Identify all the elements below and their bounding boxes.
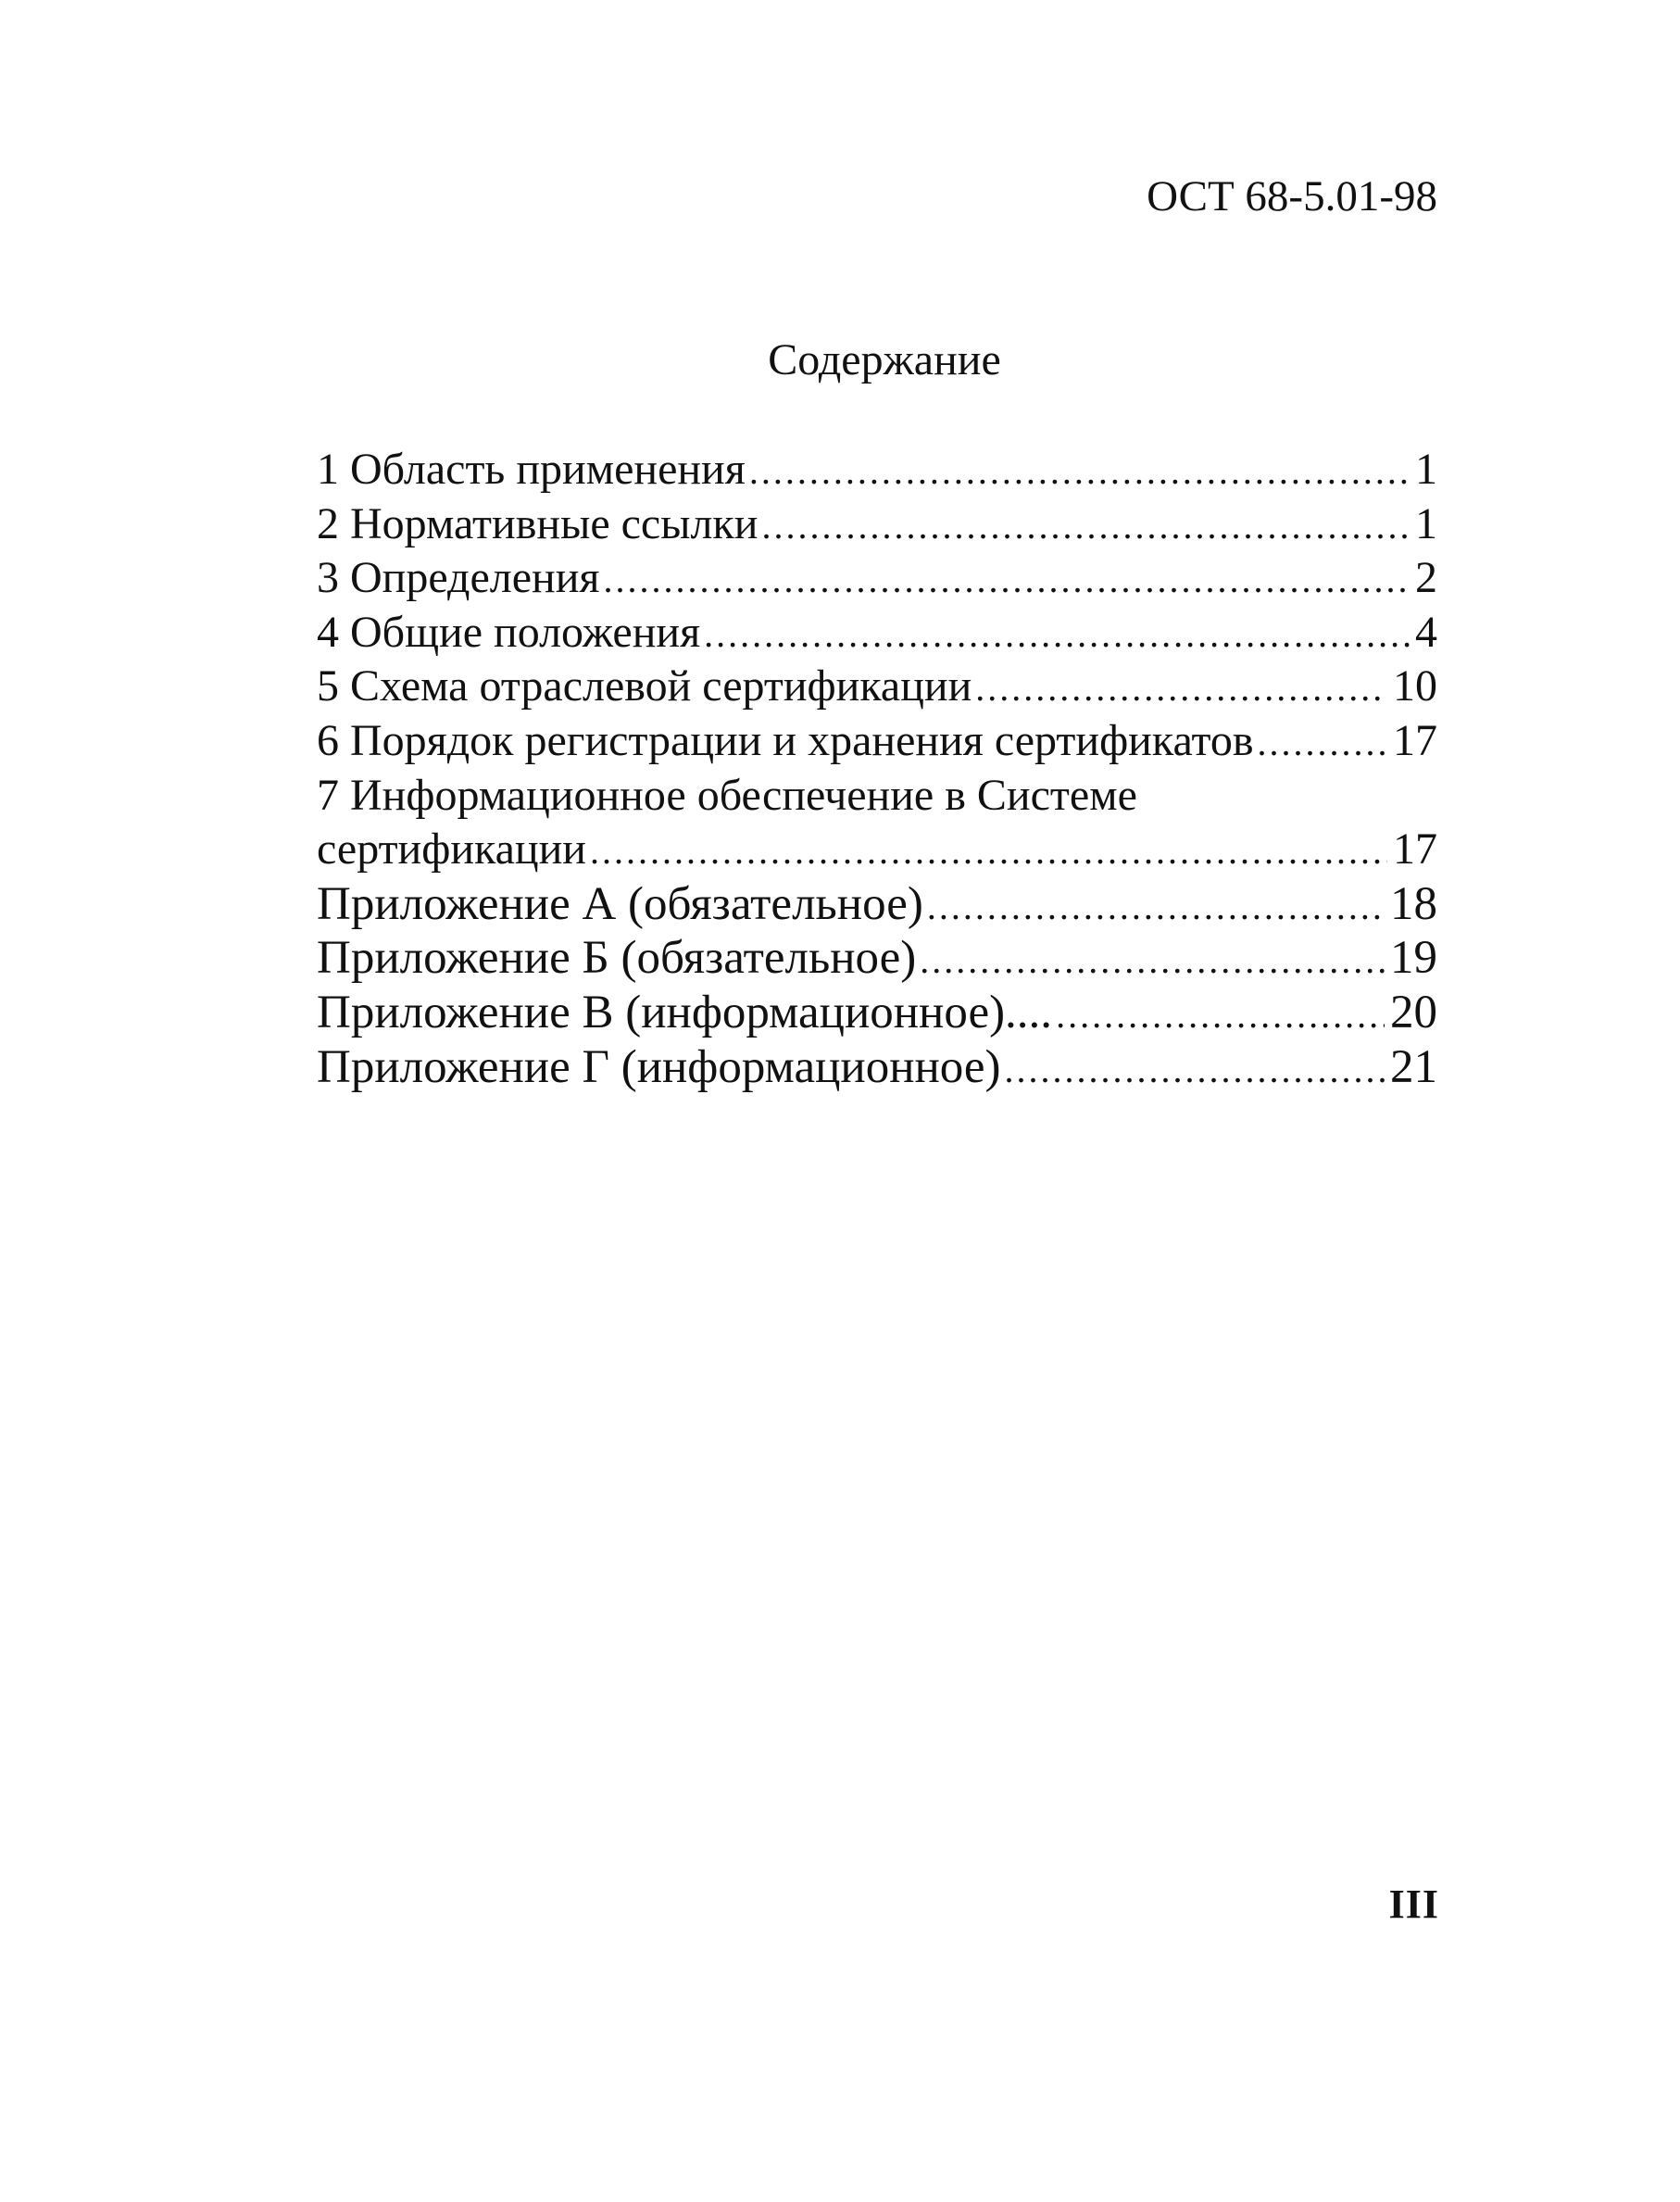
toc-entry-registration-order[interactable] [317,714,1437,769]
toc-entry-label: Приложение Г (информационное) [317,1040,1001,1093]
toc-entry-page: 2 [1415,553,1437,603]
toc-dot-leader [927,880,1385,935]
toc-entry-label: 3 Определения [317,553,600,603]
toc-entry-page: 1 [1415,498,1437,548]
toc-entry-page: 1 [1415,445,1437,494]
toc-dot-leader [704,608,1410,662]
toc-entry-general-provisions[interactable] [317,606,1437,661]
toc-entry-label: Приложение В (информационное).... [317,986,1053,1038]
toc-entry-definitions[interactable] [317,551,1437,606]
toc-entry-appendix-b[interactable] [317,931,1437,986]
toc-entry-label: 4 Общие положения [317,607,701,657]
toc-entry-label: 5 Схема отраслевой сертификации [317,661,972,711]
toc-entry-page: 19 [1390,932,1437,985]
toc-entry-page: 17 [1393,715,1437,765]
toc-entry-page: 21 [1390,1040,1437,1093]
toc-entry-normative-references[interactable] [317,497,1437,552]
toc-entry-certification-scheme[interactable] [317,660,1437,714]
toc-entry-label: Приложение А (обязательное) [317,877,923,930]
toc-entry-label: 2 Нормативные ссылки [317,498,759,548]
toc-dot-leader [749,445,1410,499]
toc-entry-continuation [317,823,1437,877]
toc-dot-leader [761,499,1410,554]
document-code: ОСТ 68-5.01-98 [1147,172,1437,220]
toc-dot-leader [1258,716,1387,771]
toc-dot-leader [590,824,1387,879]
toc-title: Содержание [768,335,1001,384]
toc-entry-page: 17 [1393,824,1437,875]
toc-dot-leader [1056,988,1385,1043]
toc-entry-label: 6 Порядок регистрации и хранения сертификатов [317,715,1254,765]
toc-entry-appendix-g[interactable] [317,1040,1437,1095]
toc-entry-label: сертификации [317,824,586,875]
toc-dot-leader [603,553,1410,608]
toc-entry-label: 1 Область применения [317,445,746,494]
toc-entry-page: 18 [1390,877,1437,930]
toc-dot-leader [1005,1043,1385,1098]
toc-entry-appendix-v[interactable] [317,986,1437,1040]
toc-dot-leader [975,661,1387,716]
toc-entry-page: 20 [1390,986,1437,1038]
toc-entry-label-line1: 7 Информационное обеспечение в Системе [317,770,1137,820]
toc-entry-information-support[interactable] [317,769,1437,877]
toc-entry-appendix-a[interactable] [317,877,1437,932]
toc-entry-label: Приложение Б (обязательное) [317,932,917,985]
toc-dot-leader [920,934,1385,988]
table-of-contents [317,443,1437,1094]
toc-entry-page: 10 [1393,661,1437,711]
toc-entry-scope[interactable] [317,443,1437,497]
page-number: III [1388,1881,1439,1927]
toc-entry-page: 4 [1415,607,1437,657]
